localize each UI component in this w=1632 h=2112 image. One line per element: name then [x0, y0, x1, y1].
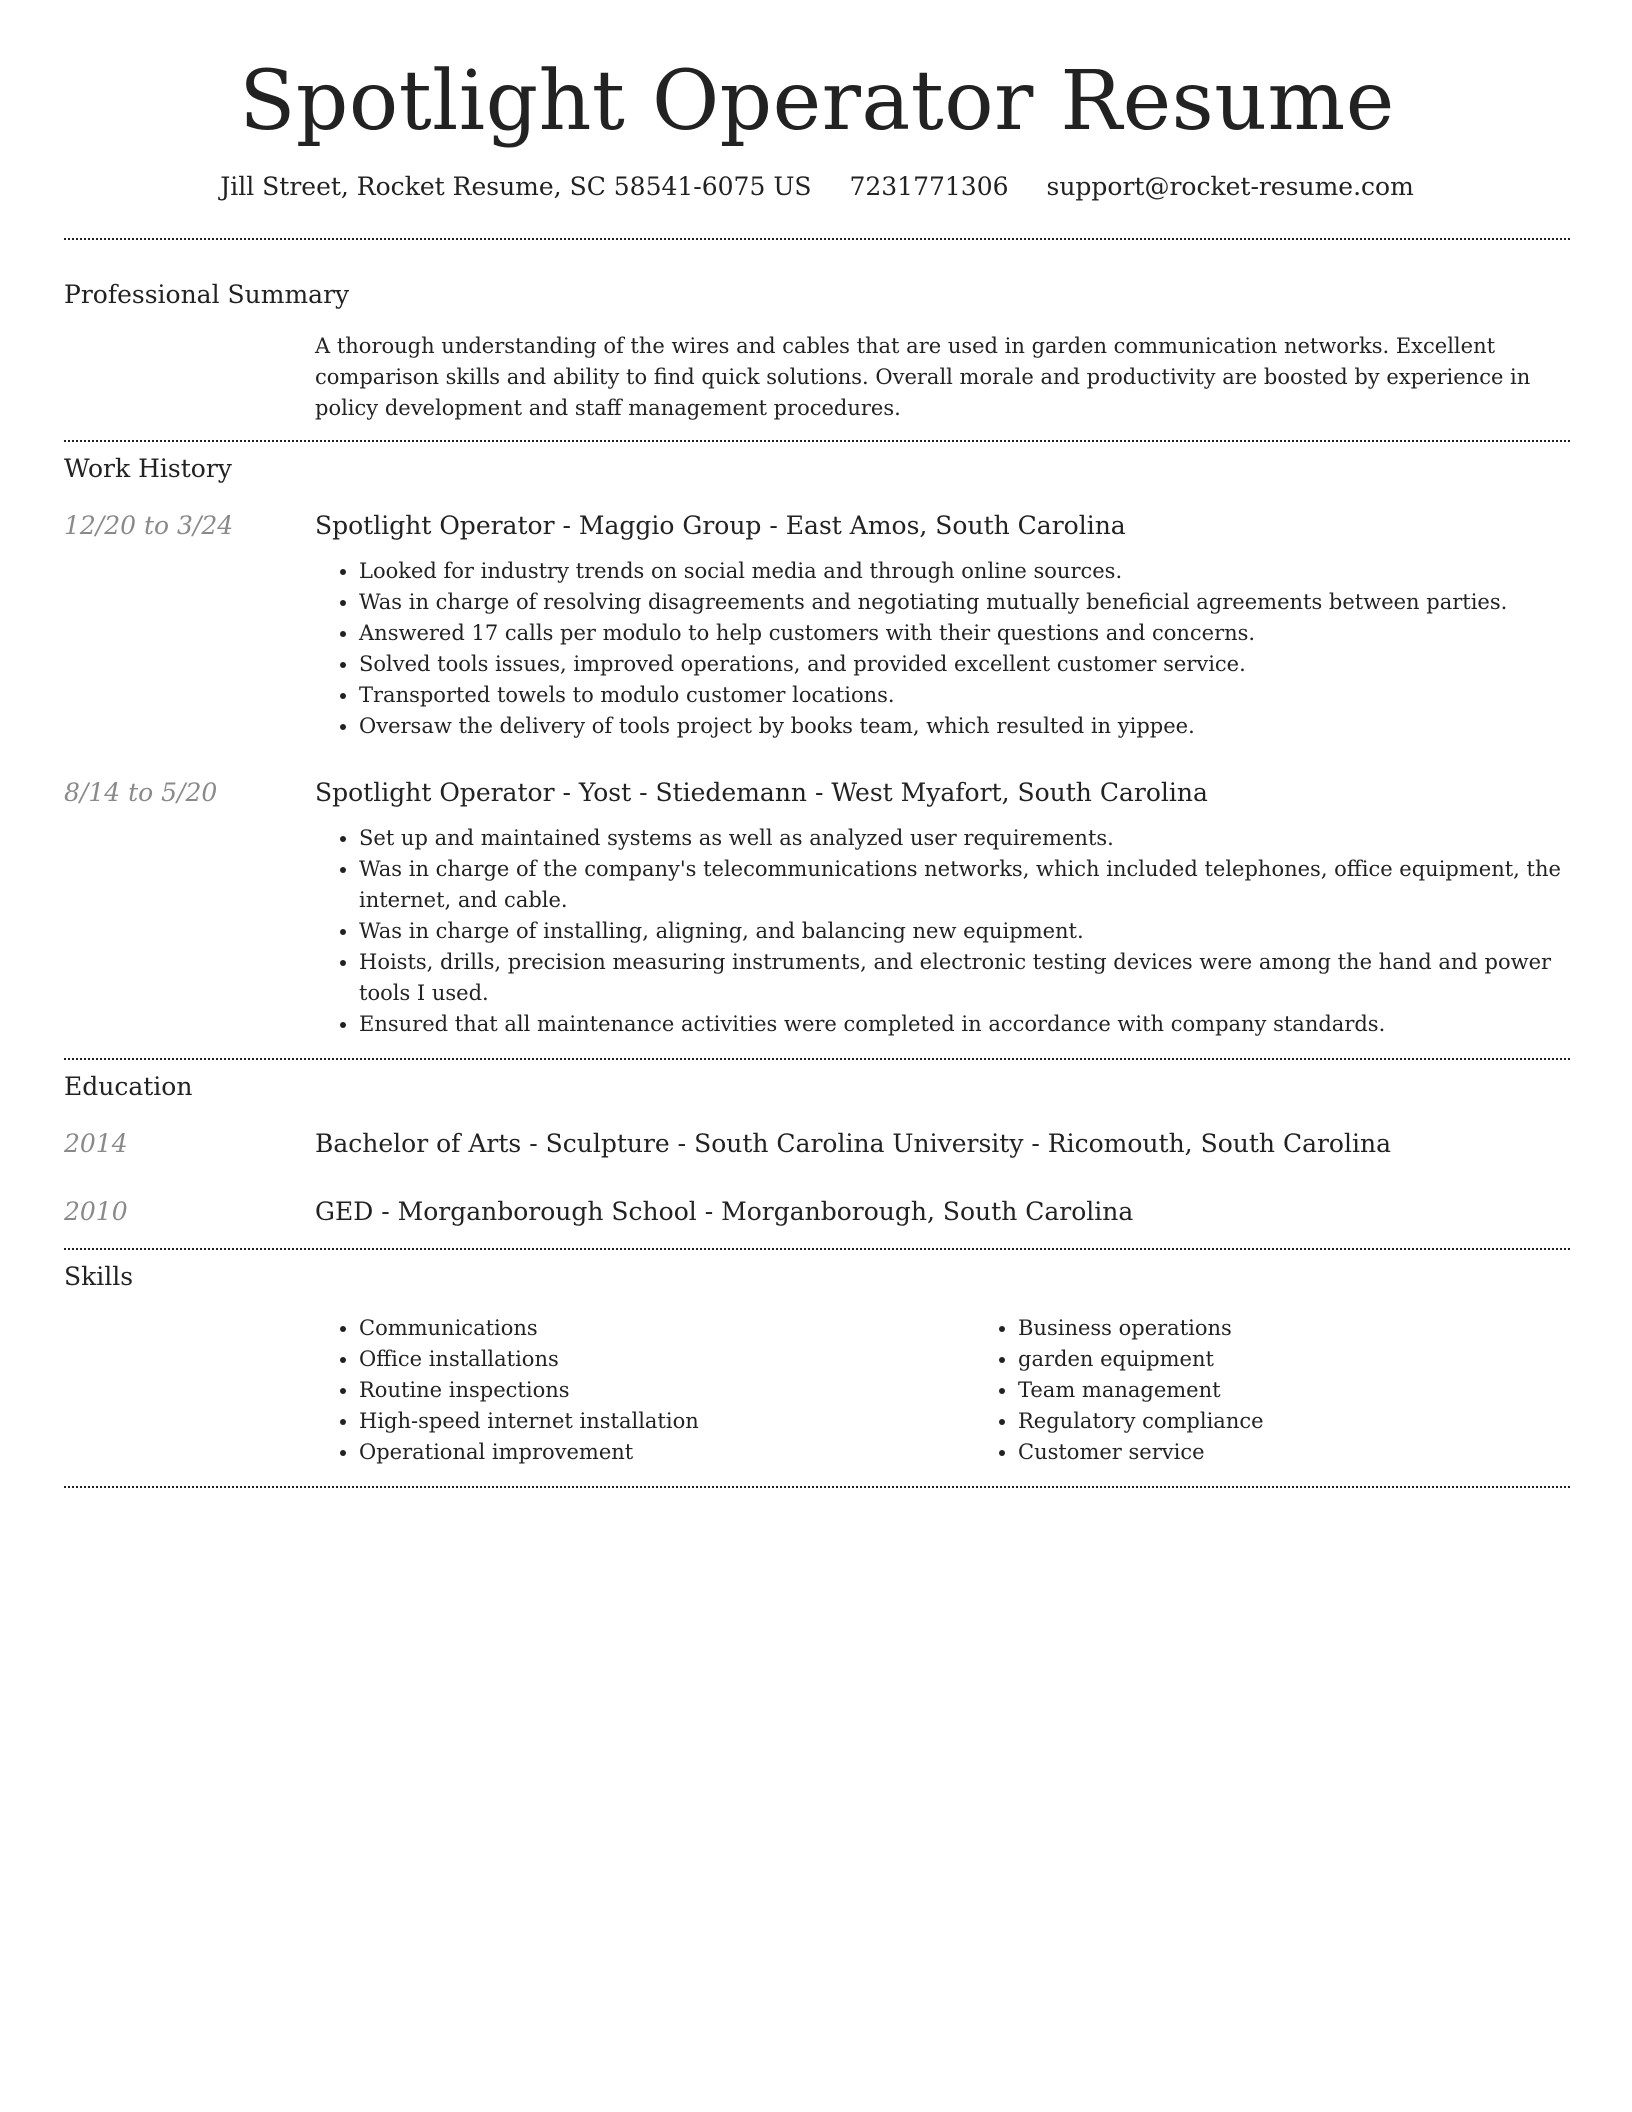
- list-item: • Was in charge of resolving disagreements and negotiating mutually beneficial agreements between parties.: [359, 587, 1570, 618]
- skills-heading: Skills: [64, 1262, 134, 1291]
- skills-section: [64, 1260, 1570, 1468]
- education-degree: GED: [315, 1197, 374, 1226]
- divider: [64, 440, 1570, 442]
- education-entry: [64, 1127, 1570, 1161]
- work-history-section: [64, 452, 1570, 1040]
- list-item: • Operational improvement: [359, 1437, 974, 1468]
- summary-section: [64, 278, 1570, 424]
- resume-title: Spotlight Operator Resume: [239, 54, 1395, 149]
- list-item: • Customer service: [1018, 1437, 1632, 1468]
- education-year: 2010: [64, 1197, 128, 1226]
- summary-heading: Professional Summary: [64, 280, 350, 309]
- education-heading: Education: [64, 1072, 193, 1101]
- job-bullets: [315, 823, 1570, 1040]
- education-location: Ricomouth, South Carolina: [1047, 1129, 1391, 1158]
- divider: [64, 1486, 1570, 1488]
- job-heading: Spotlight Operator - Yost - Stiedemann - West Myafort, South Carolina: [315, 778, 1208, 807]
- list-item: • High-speed internet installation: [359, 1406, 974, 1437]
- list-item: • Communications: [359, 1313, 974, 1344]
- job-role: Spotlight Operator: [315, 778, 555, 807]
- list-item: • Ensured that all maintenance activities were completed in accordance with company standards.: [359, 1009, 1570, 1040]
- education-heading-line: Bachelor of Arts - Sculpture - South Carolina University - Ricomouth, South Carolina: [315, 1129, 1391, 1158]
- divider: [64, 238, 1570, 240]
- list-item: • Looked for industry trends on social media and through online sources.: [359, 556, 1570, 587]
- job-location: East Amos, South Carolina: [785, 511, 1126, 540]
- list-item: • Office installations: [359, 1344, 974, 1375]
- job-dates: 8/14 to 5/20: [64, 778, 218, 807]
- education-school: South Carolina University: [694, 1129, 1024, 1158]
- list-item: • Oversaw the delivery of tools project by books team, which resulted in yippee.: [359, 711, 1570, 742]
- list-item: • Business operations: [1018, 1313, 1632, 1344]
- job-heading: Spotlight Operator - Maggio Group - East Amos, South Carolina: [315, 511, 1126, 540]
- job-company: Maggio Group: [578, 511, 762, 540]
- education-location: Morganborough, South Carolina: [721, 1197, 1134, 1226]
- contact-phone: 7231771306: [849, 172, 1009, 201]
- job-entry: [64, 776, 1570, 1040]
- skills-list-left: [315, 1313, 974, 1468]
- job-role: Spotlight Operator: [315, 511, 555, 540]
- list-item: • garden equipment: [1018, 1344, 1632, 1375]
- list-item: • Team management: [1018, 1375, 1632, 1406]
- job-dates: 12/20 to 3/24: [64, 511, 234, 540]
- list-item: • Solved tools issues, improved operations, and provided excellent customer service.: [359, 649, 1570, 680]
- education-heading-line: GED - Morganborough School - Morganborough, South Carolina: [315, 1197, 1134, 1226]
- education-section: [64, 1070, 1570, 1229]
- education-degree: Bachelor of Arts - Sculpture: [315, 1129, 670, 1158]
- resume-page: [64, 0, 1570, 1488]
- list-item: • Answered 17 calls per modulo to help customers with their questions and concerns.: [359, 618, 1570, 649]
- job-entry: [64, 509, 1570, 742]
- list-item: • Routine inspections: [359, 1375, 974, 1406]
- summary-text: A thorough understanding of the wires and cables that are used in garden communication networks. Excellent comparison skills and ability to find quick solutions. Overall morale and productivity are boosted by experience in policy development and staff management procedures.: [315, 334, 1531, 420]
- education-entry: [64, 1195, 1570, 1229]
- work-history-heading: Work History: [64, 454, 232, 483]
- list-item: • Transported towels to modulo customer locations.: [359, 680, 1570, 711]
- contact-line: [64, 170, 1570, 204]
- list-item: • Was in charge of installing, aligning, and balancing new equipment.: [359, 916, 1570, 947]
- divider: [64, 1058, 1570, 1060]
- skills-list-right: [974, 1313, 1632, 1468]
- list-item: • Hoists, drills, precision measuring instruments, and electronic testing devices were among the hand and power tools I used.: [359, 947, 1570, 1009]
- contact-email: support@rocket-resume.com: [1046, 172, 1414, 201]
- list-item: • Regulatory compliance: [1018, 1406, 1632, 1437]
- education-year: 2014: [64, 1129, 128, 1158]
- skills-columns: [315, 1313, 1632, 1468]
- list-item: • Was in charge of the company's telecommunications networks, which included telephones, office equipment, the internet, and cable.: [359, 854, 1570, 916]
- job-location: West Myafort, South Carolina: [831, 778, 1208, 807]
- education-school: Morganborough School: [397, 1197, 697, 1226]
- list-item: • Set up and maintained systems as well as analyzed user requirements.: [359, 823, 1570, 854]
- contact-address: Jill Street, Rocket Resume, SC 58541-6075 US: [220, 172, 812, 201]
- job-bullets: [315, 556, 1570, 742]
- job-company: Yost - Stiedemann: [578, 778, 808, 807]
- divider: [64, 1248, 1570, 1250]
